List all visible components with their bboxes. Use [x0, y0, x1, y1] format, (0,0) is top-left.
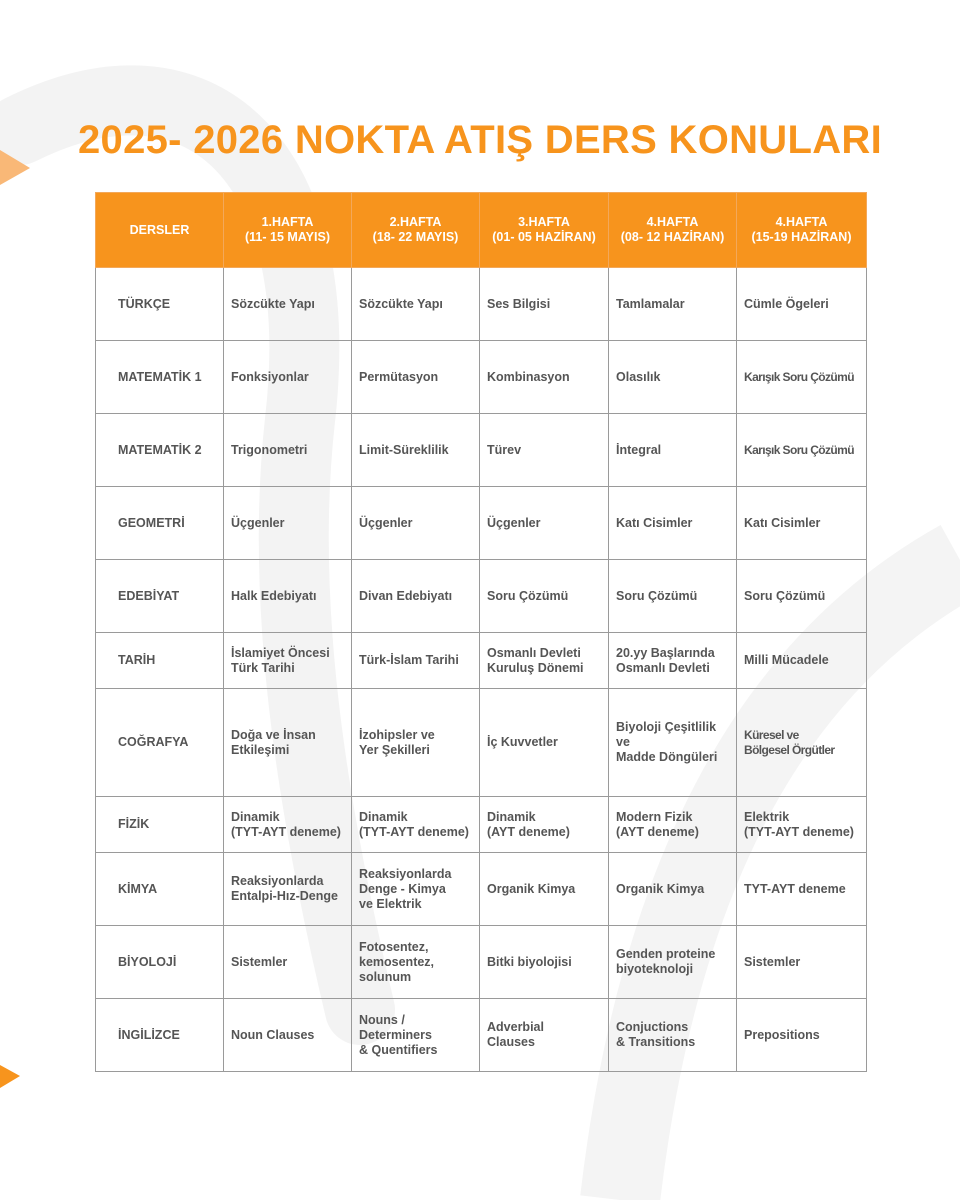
topic-text: (TYT-AYT deneme) — [744, 824, 854, 839]
topic-text: Fotosentez, — [359, 939, 429, 954]
topic-text: (TYT-AYT deneme) — [359, 824, 469, 839]
topic-cell — [352, 268, 480, 341]
topic-text: Soru Çözümü — [487, 588, 569, 603]
topic-text: Küresel ve — [744, 727, 799, 742]
topic-text: (AYT deneme) — [487, 824, 570, 839]
header-week-5 — [737, 193, 867, 268]
topic-text: Katı Cisimler — [744, 515, 821, 530]
topic-cell — [737, 797, 867, 853]
topic-text: Türk-İslam Tarihi — [359, 653, 459, 667]
week-dates: (08- 12 HAZİRAN) — [620, 230, 725, 244]
topic-cell — [352, 414, 480, 487]
topic-cell — [224, 341, 352, 414]
topic-cell — [609, 487, 737, 560]
topic-cell — [737, 560, 867, 633]
topic-text: Kuruluş Dönemi — [487, 660, 584, 675]
table-row — [96, 853, 867, 926]
topic-cell — [737, 341, 867, 414]
topic-text: Nouns / — [359, 1012, 405, 1027]
topic-text: İntegral — [616, 442, 662, 457]
topic-text: Soru Çözümü — [744, 588, 826, 603]
topic-cell — [480, 999, 609, 1072]
topic-text: ve Elektrik — [359, 896, 422, 911]
topic-cell — [352, 633, 480, 689]
topic-text: Üçgenler — [359, 515, 413, 530]
topic-text: Tamlamalar — [616, 296, 685, 311]
topic-cell — [352, 926, 480, 999]
table-row — [96, 268, 867, 341]
topic-text: Dinamik — [359, 809, 408, 824]
topic-cell — [737, 999, 867, 1072]
page-title: 2025- 2026 NOKTA ATIŞ DERS KONULARI — [78, 118, 882, 162]
topic-text: Türev — [487, 442, 522, 457]
topic-text: Genden proteine — [616, 947, 716, 961]
topic-cell — [224, 414, 352, 487]
topic-text: TYT-AYT deneme — [744, 881, 846, 896]
header-row — [96, 193, 867, 268]
subject-cell: BİYOLOJİ — [96, 926, 224, 999]
subject-cell: MATEMATİK 2 — [96, 414, 224, 487]
topic-cell — [737, 268, 867, 341]
topic-text: Limit-Süreklilik — [359, 442, 449, 457]
topic-text: Biyoloji Çeşitlilik ve — [616, 720, 717, 749]
topic-text: & Transitions — [616, 1035, 696, 1049]
topic-cell — [224, 268, 352, 341]
topic-cell — [480, 689, 609, 797]
topic-text: Madde Döngüleri — [616, 750, 718, 764]
topic-text: Soru Çözümü — [616, 588, 698, 603]
topic-text: Noun Clauses — [231, 1027, 315, 1042]
topic-cell — [352, 999, 480, 1072]
week-label: 2.HAFTA — [389, 215, 442, 229]
schedule-table — [95, 192, 867, 1072]
topic-cell — [224, 999, 352, 1072]
topic-cell — [609, 926, 737, 999]
topic-cell — [480, 414, 609, 487]
topic-cell — [737, 926, 867, 999]
topic-text: Determiners — [359, 1027, 432, 1042]
header-week-3 — [480, 193, 609, 268]
table-row — [96, 560, 867, 633]
topic-text: Elektrik — [744, 809, 790, 824]
topic-text: Adverbial — [487, 1020, 544, 1034]
topic-text: Trigonometri — [231, 442, 308, 457]
topic-cell — [609, 414, 737, 487]
topic-cell — [480, 797, 609, 853]
topic-cell — [224, 633, 352, 689]
topic-cell — [224, 797, 352, 853]
topic-text: Conjuctions — [616, 1020, 689, 1034]
topic-cell — [737, 853, 867, 926]
topic-text: (TYT-AYT deneme) — [231, 824, 341, 839]
topic-cell — [352, 853, 480, 926]
topic-cell — [737, 487, 867, 560]
topic-text: Karışık Soru Çözümü — [744, 442, 854, 457]
topic-cell — [737, 689, 867, 797]
topic-cell — [224, 560, 352, 633]
topic-cell — [224, 689, 352, 797]
topic-text: Üçgenler — [487, 515, 541, 530]
topic-text: Divan Edebiyatı — [359, 588, 453, 603]
topic-text: Karışık Soru Çözümü — [744, 369, 854, 384]
topic-cell — [224, 487, 352, 560]
topic-cell — [352, 487, 480, 560]
topic-cell — [609, 560, 737, 633]
topic-cell — [609, 341, 737, 414]
topic-text: Kombinasyon — [487, 369, 570, 384]
topic-text: Permütasyon — [359, 369, 439, 384]
header-subject: DERSLER — [96, 193, 224, 268]
topic-text: & Quentifiers — [359, 1042, 438, 1057]
topic-cell — [609, 268, 737, 341]
table-row — [96, 633, 867, 689]
topic-text: İzohipsler ve — [359, 727, 435, 742]
topic-text: Reaksiyonlarda — [231, 874, 324, 888]
topic-cell — [737, 633, 867, 689]
table-row — [96, 999, 867, 1072]
topic-text: biyoteknoloji — [616, 962, 694, 976]
topic-cell — [609, 797, 737, 853]
week-label: 3.HAFTA — [518, 215, 570, 229]
topic-text: Osmanlı Devleti — [616, 660, 710, 675]
table-row — [96, 797, 867, 853]
topic-cell — [224, 853, 352, 926]
topic-cell — [480, 853, 609, 926]
topic-text: Cümle Ögeleri — [744, 296, 829, 311]
topic-text: Dinamik — [231, 809, 280, 824]
subject-cell: FİZİK — [96, 797, 224, 853]
topic-text: Bitki biyolojisi — [487, 954, 572, 969]
week-dates: (18- 22 MAYIS) — [372, 230, 459, 244]
topic-cell — [480, 487, 609, 560]
topic-text: Yer Şekilleri — [359, 742, 430, 757]
topic-text: Olasılık — [616, 369, 661, 384]
table-row — [96, 689, 867, 797]
subject-cell: KİMYA — [96, 853, 224, 926]
table-row — [96, 487, 867, 560]
topic-text: Fonksiyonlar — [231, 369, 309, 384]
topic-cell — [480, 633, 609, 689]
table-row — [96, 926, 867, 999]
topic-text: Osmanlı Devleti — [487, 645, 581, 660]
topic-text: Prepositions — [744, 1027, 820, 1042]
topic-text: Milli Mücadele — [744, 653, 829, 667]
header-week-1 — [224, 193, 352, 268]
topic-cell — [352, 797, 480, 853]
subject-cell: GEOMETRİ — [96, 487, 224, 560]
topic-text: Sözcükte Yapı — [231, 296, 315, 311]
topic-cell — [480, 926, 609, 999]
subject-cell: EDEBİYAT — [96, 560, 224, 633]
header-week-4 — [609, 193, 737, 268]
topic-cell — [609, 633, 737, 689]
topic-text: Üçgenler — [231, 515, 285, 530]
subject-cell: İNGİLİZCE — [96, 999, 224, 1072]
subject-cell: TARİH — [96, 633, 224, 689]
topic-text: Halk Edebiyatı — [231, 588, 317, 603]
topic-text: Bölgesel Örgütler — [744, 742, 835, 757]
topic-text: kemosentez, — [359, 954, 435, 969]
topic-cell — [609, 999, 737, 1072]
topic-text: Sözcükte Yapı — [359, 296, 443, 311]
subject-cell: COĞRAFYA — [96, 689, 224, 797]
subject-cell: MATEMATİK 1 — [96, 341, 224, 414]
topic-cell — [480, 268, 609, 341]
topic-text: Entalpi-Hız-Denge — [231, 889, 338, 903]
topic-text: Clauses — [487, 1035, 535, 1049]
schedule-body — [96, 268, 867, 1072]
week-label: 4.HAFTA — [775, 215, 828, 229]
table-row — [96, 341, 867, 414]
week-dates: (01- 05 HAZİRAN) — [492, 230, 596, 244]
topic-text: Denge - Kimya — [359, 881, 446, 896]
topic-text: İslamiyet Öncesi — [231, 645, 330, 660]
week-dates: (15-19 HAZİRAN) — [751, 230, 852, 244]
topic-cell — [737, 414, 867, 487]
topic-text: Sistemler — [231, 954, 288, 969]
topic-text: Dinamik — [487, 809, 536, 824]
topic-text: Etkileşimi — [231, 742, 290, 757]
topic-text: İç Kuvvetler — [487, 735, 558, 749]
topic-text: Ses Bilgisi — [487, 296, 551, 311]
topic-cell — [352, 560, 480, 633]
topic-text: solunum — [359, 969, 412, 984]
decor-triangle-bottom — [0, 1065, 20, 1088]
topic-text: Organik Kimya — [487, 881, 576, 896]
week-dates: (11- 15 MAYIS) — [245, 230, 330, 244]
topic-cell — [609, 853, 737, 926]
topic-text: Reaksiyonlarda — [359, 866, 452, 881]
topic-text: Modern Fizik — [616, 809, 693, 824]
subject-cell: TÜRKÇE — [96, 268, 224, 341]
topic-text: Katı Cisimler — [616, 515, 693, 530]
topic-text: (AYT deneme) — [616, 824, 699, 839]
header-week-2 — [352, 193, 480, 268]
week-label: 4.HAFTA — [646, 215, 699, 229]
table-row — [96, 414, 867, 487]
topic-text: Sistemler — [744, 954, 801, 969]
topic-text: Doğa ve İnsan — [231, 727, 316, 742]
topic-cell — [352, 689, 480, 797]
topic-text: 20.yy Başlarında — [616, 645, 715, 660]
topic-cell — [480, 560, 609, 633]
week-label: 1.HAFTA — [261, 215, 314, 229]
topic-cell — [480, 341, 609, 414]
topic-text: Organik Kimya — [616, 881, 705, 896]
topic-cell — [609, 689, 737, 797]
topic-text: Türk Tarihi — [231, 660, 295, 675]
topic-cell — [224, 926, 352, 999]
topic-cell — [352, 341, 480, 414]
